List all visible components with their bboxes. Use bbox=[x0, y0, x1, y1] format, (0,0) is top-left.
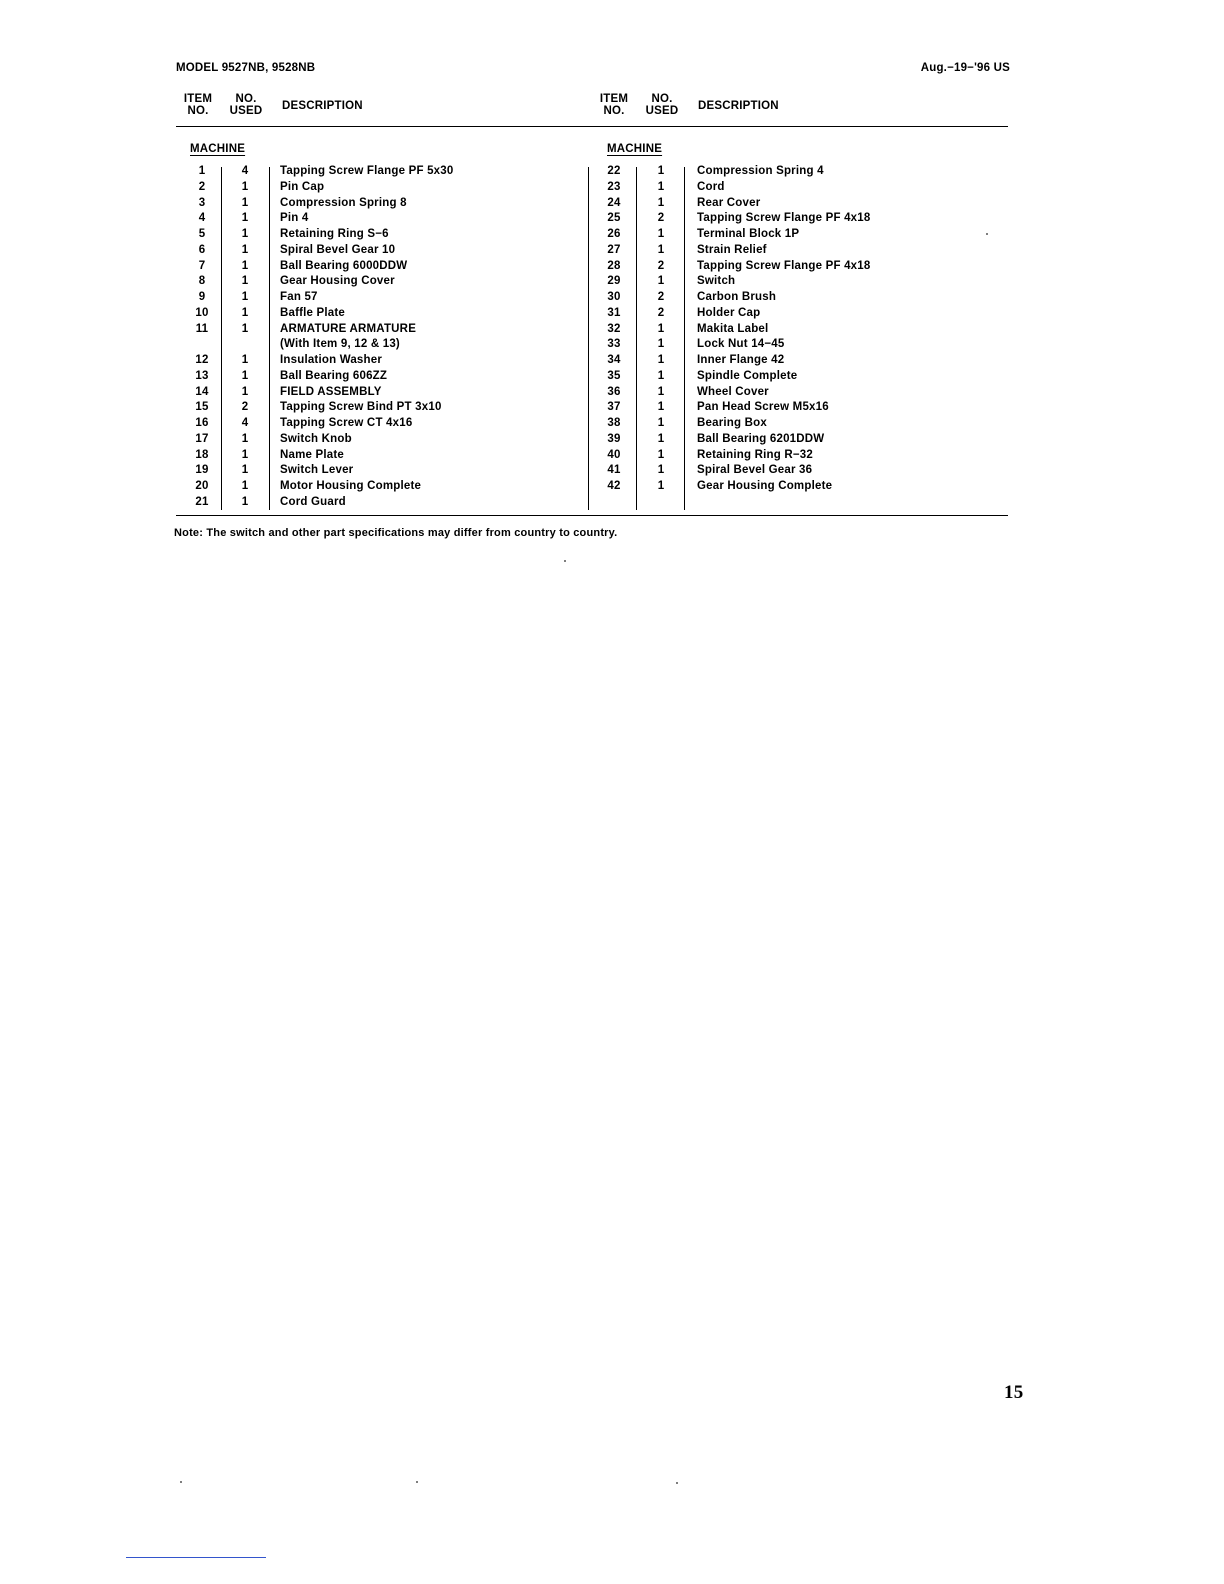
quantity-used: 1 bbox=[657, 180, 665, 193]
quantity-used: 1 bbox=[241, 228, 249, 240]
quantity-used: 1 bbox=[657, 165, 665, 177]
item-number: 34 bbox=[607, 354, 621, 366]
quantity-used: 1 bbox=[241, 212, 249, 225]
scan-speck bbox=[986, 233, 988, 235]
part-description: Makita Label bbox=[697, 322, 769, 335]
item-number: 25 bbox=[607, 212, 621, 225]
quantity-used: 1 bbox=[241, 180, 249, 193]
part-description: Lock Nut 14−45 bbox=[697, 338, 785, 351]
model-header: MODEL 9527NB, 9528NB bbox=[176, 62, 316, 74]
item-number: 37 bbox=[607, 401, 621, 414]
left-item-separator bbox=[221, 167, 222, 510]
note-text: Note: The switch and other part specifications may differ from country to country. bbox=[174, 527, 618, 539]
quantity-used: 1 bbox=[657, 448, 665, 461]
part-description: Pin 4 bbox=[280, 212, 309, 225]
part-description: Carbon Brush bbox=[697, 291, 777, 303]
part-description: Retaining Ring R−32 bbox=[697, 448, 813, 461]
page-number: 15 bbox=[1004, 1382, 1024, 1403]
quantity-used: 2 bbox=[657, 291, 665, 303]
quantity-used: 2 bbox=[657, 306, 665, 319]
section-label-left: MACHINE bbox=[190, 143, 246, 155]
quantity-used: 1 bbox=[657, 480, 665, 492]
item-number: 20 bbox=[195, 480, 209, 492]
part-description: Tapping Screw Flange PF 5x30 bbox=[280, 165, 454, 177]
item-number: 40 bbox=[607, 448, 621, 461]
part-description: Insulation Washer bbox=[280, 354, 383, 366]
part-description: Tapping Screw Flange PF 4x18 bbox=[697, 259, 871, 272]
part-description: Tapping Screw CT 4x16 bbox=[280, 417, 413, 429]
quantity-used: 1 bbox=[657, 401, 665, 414]
quantity-used: 1 bbox=[241, 243, 249, 256]
quantity-used: 1 bbox=[241, 480, 249, 492]
no-used-header: NO. USED bbox=[229, 93, 263, 117]
item-number: 36 bbox=[607, 385, 621, 398]
item-number: 9 bbox=[198, 291, 206, 303]
part-description: Retaining Ring S−6 bbox=[280, 228, 389, 240]
quantity-used: 1 bbox=[241, 495, 249, 508]
item-number: 8 bbox=[198, 275, 206, 288]
header-rule bbox=[176, 126, 1008, 127]
part-description: Ball Bearing 606ZZ bbox=[280, 369, 388, 382]
part-description: Gear Housing Complete bbox=[697, 480, 833, 492]
item-number: 23 bbox=[607, 180, 621, 193]
part-description: Strain Relief bbox=[697, 243, 767, 256]
item-number: 17 bbox=[195, 432, 209, 445]
item-number: 4 bbox=[198, 212, 206, 225]
part-description: Tapping Screw Bind PT 3x10 bbox=[280, 401, 442, 414]
quantity-used: 1 bbox=[241, 369, 249, 382]
quantity-used: 2 bbox=[241, 401, 249, 414]
part-description: (With Item 9, 12 & 13) bbox=[280, 338, 400, 351]
quantity-used: 1 bbox=[241, 385, 249, 398]
date-header: Aug.−19−'96 US bbox=[920, 62, 1010, 74]
part-description: Terminal Block 1P bbox=[697, 228, 800, 240]
quantity-used: 1 bbox=[241, 275, 249, 288]
quantity-used: 1 bbox=[657, 369, 665, 382]
quantity-used: 1 bbox=[657, 338, 665, 351]
item-number: 2 bbox=[198, 180, 206, 193]
column-divider bbox=[588, 167, 589, 510]
item-number: 27 bbox=[607, 243, 621, 256]
item-number: 30 bbox=[607, 291, 621, 303]
item-number: 21 bbox=[195, 495, 209, 508]
part-description: Wheel Cover bbox=[697, 385, 769, 398]
part-description: Holder Cap bbox=[697, 306, 761, 319]
item-number: 15 bbox=[195, 401, 209, 414]
item-number: 12 bbox=[195, 354, 209, 366]
quantity-used: 1 bbox=[241, 259, 249, 272]
quantity-used: 1 bbox=[241, 196, 249, 209]
quantity-used: 2 bbox=[657, 259, 665, 272]
quantity-used: 1 bbox=[657, 464, 665, 477]
quantity-used: 1 bbox=[241, 354, 249, 366]
item-number: 22 bbox=[607, 165, 621, 177]
part-description: Cord bbox=[697, 180, 725, 193]
quantity-used: 1 bbox=[657, 354, 665, 366]
part-description: Spiral Bevel Gear 10 bbox=[280, 243, 396, 256]
item-no-header: ITEM NO. bbox=[183, 93, 213, 117]
item-number: 32 bbox=[607, 322, 621, 335]
item-number: 18 bbox=[195, 448, 209, 461]
quantity-used: 1 bbox=[241, 322, 249, 335]
item-number: 31 bbox=[607, 306, 621, 319]
right-used-separator bbox=[684, 167, 685, 510]
description-header: DESCRIPTION bbox=[282, 100, 363, 112]
description-header: DESCRIPTION bbox=[698, 100, 779, 112]
part-description: Pan Head Screw M5x16 bbox=[697, 401, 829, 414]
scan-speck bbox=[180, 1481, 182, 1483]
quantity-used: 1 bbox=[241, 464, 249, 477]
item-number: 33 bbox=[607, 338, 621, 351]
part-description: Fan 57 bbox=[280, 291, 318, 303]
part-description: Bearing Box bbox=[697, 417, 767, 429]
item-number: 3 bbox=[198, 196, 206, 209]
quantity-used: 1 bbox=[657, 432, 665, 445]
part-description: Compression Spring 4 bbox=[697, 165, 824, 177]
part-description: Baffle Plate bbox=[280, 306, 346, 319]
item-number: 38 bbox=[607, 417, 621, 429]
quantity-used: 1 bbox=[657, 243, 665, 256]
quantity-used: 1 bbox=[657, 275, 665, 288]
quantity-used: 2 bbox=[657, 212, 665, 225]
item-number: 16 bbox=[195, 417, 209, 429]
item-number: 41 bbox=[607, 464, 621, 477]
item-number: 39 bbox=[607, 432, 621, 445]
item-number: 13 bbox=[195, 369, 209, 382]
part-description: Compression Spring 8 bbox=[280, 196, 407, 209]
item-number: 1 bbox=[198, 165, 206, 177]
quantity-used: 4 bbox=[241, 417, 249, 429]
part-description: Motor Housing Complete bbox=[280, 480, 422, 492]
right-item-separator bbox=[636, 167, 637, 510]
item-number: 11 bbox=[195, 322, 209, 335]
item-number: 26 bbox=[607, 228, 621, 240]
part-description: Pin Cap bbox=[280, 180, 325, 193]
part-description: Spiral Bevel Gear 36 bbox=[697, 464, 813, 477]
part-description: Name Plate bbox=[280, 448, 345, 461]
footer-link-line bbox=[126, 1557, 266, 1558]
part-description: ARMATURE ARMATURE bbox=[280, 322, 417, 335]
item-number: 7 bbox=[198, 259, 206, 272]
part-description: Cord Guard bbox=[280, 495, 346, 508]
part-description: Switch Lever bbox=[280, 464, 354, 477]
item-no-header: ITEM NO. bbox=[599, 93, 629, 117]
quantity-used: 1 bbox=[657, 417, 665, 429]
quantity-used: 4 bbox=[241, 165, 249, 177]
item-number: 35 bbox=[607, 369, 621, 382]
no-used-header: NO. USED bbox=[645, 93, 679, 117]
part-description: Inner Flange 42 bbox=[697, 354, 785, 366]
part-description: Gear Housing Cover bbox=[280, 275, 395, 288]
scan-speck bbox=[416, 1481, 418, 1483]
item-number: 19 bbox=[195, 464, 209, 477]
item-number: 14 bbox=[195, 385, 209, 398]
quantity-used: 1 bbox=[241, 291, 249, 303]
part-description: Switch Knob bbox=[280, 432, 352, 445]
part-description: Spindle Complete bbox=[697, 369, 798, 382]
footer-rule bbox=[176, 515, 1008, 516]
item-number: 24 bbox=[607, 196, 621, 209]
part-description: Rear Cover bbox=[697, 196, 761, 209]
scan-speck bbox=[564, 560, 566, 562]
part-description: Tapping Screw Flange PF 4x18 bbox=[697, 212, 871, 225]
item-number: 28 bbox=[607, 259, 621, 272]
quantity-used: 1 bbox=[241, 432, 249, 445]
item-number: 5 bbox=[198, 228, 206, 240]
quantity-used: 1 bbox=[657, 322, 665, 335]
part-description: FIELD ASSEMBLY bbox=[280, 385, 382, 398]
part-description: Ball Bearing 6201DDW bbox=[697, 432, 825, 445]
quantity-used: 1 bbox=[241, 448, 249, 461]
item-number: 42 bbox=[607, 480, 621, 492]
item-number: 6 bbox=[198, 243, 206, 256]
part-description: Ball Bearing 6000DDW bbox=[280, 259, 408, 272]
quantity-used: 1 bbox=[241, 306, 249, 319]
left-used-separator bbox=[269, 167, 270, 510]
quantity-used: 1 bbox=[657, 228, 665, 240]
quantity-used: 1 bbox=[657, 196, 665, 209]
item-number: 29 bbox=[607, 275, 621, 288]
section-label-right: MACHINE bbox=[607, 143, 663, 155]
scan-speck bbox=[676, 1482, 678, 1484]
part-description: Switch bbox=[697, 275, 736, 288]
item-number: 10 bbox=[195, 306, 209, 319]
quantity-used: 1 bbox=[657, 385, 665, 398]
